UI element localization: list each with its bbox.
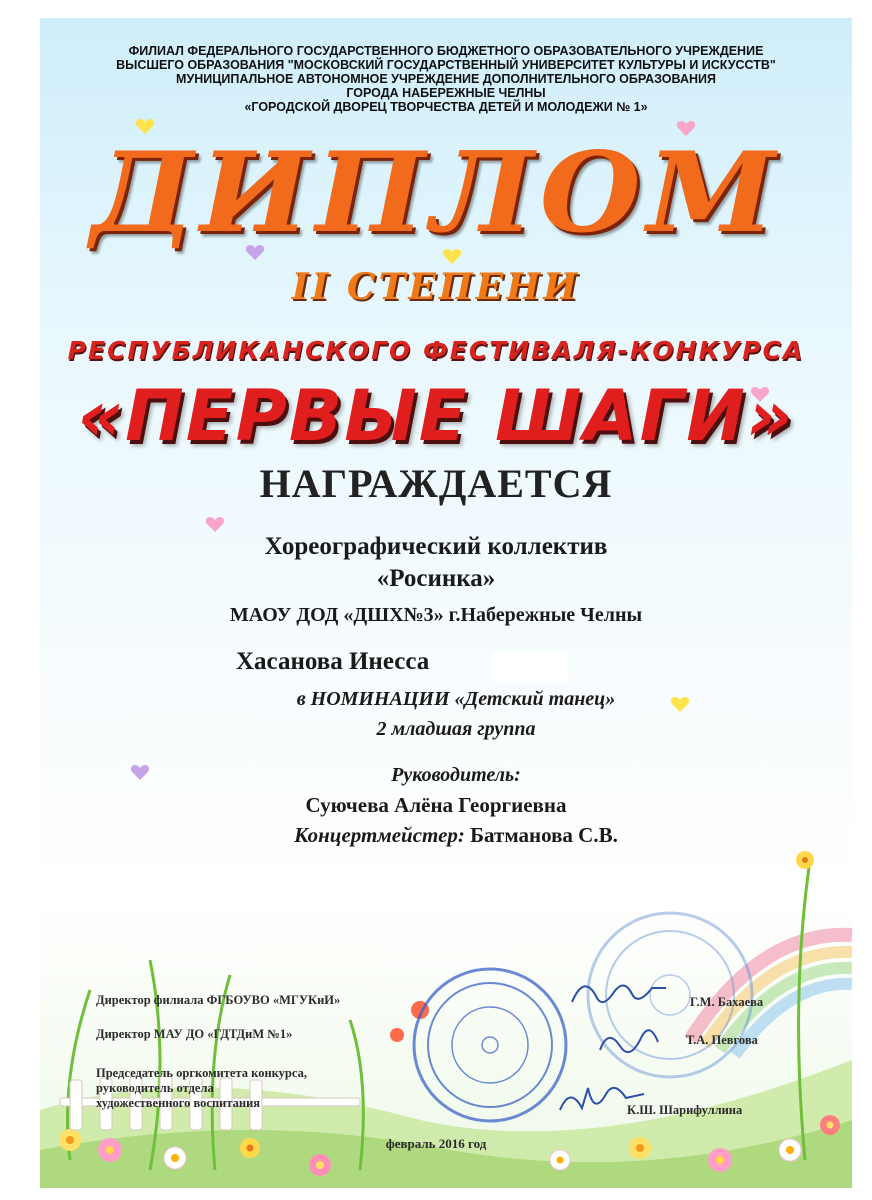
diploma-title: ДИПЛОМ [90, 128, 782, 258]
header-line: ГОРОДА НАБЕРЕЖНЫЕ ЧЕЛНЫ [346, 86, 546, 100]
official-stamp [414, 969, 566, 1121]
issue-date: февраль 2016 год [385, 1136, 487, 1151]
awarded-heading: НАГРАЖДАЕТСЯ [259, 461, 613, 506]
signatory-name-pevgova: Т.А. Певгова [686, 1033, 758, 1047]
institution-header [40, 44, 852, 114]
signatory-name-sharifullina: К.Ш. Шарифуллина [627, 1103, 743, 1117]
header-line: МУНИЦИПАЛЬНОЕ АВТОНОМНОЕ УЧРЕЖДЕНИЕ ДОПОЛНИТЕЛЬНОГО ОБРАЗОВАНИЯ [176, 72, 716, 86]
signatory-role-line: руководитель отдела [96, 1081, 214, 1095]
header-line: ВЫСШЕГО ОБРАЗОВАНИЯ "МОСКОВСКИЙ ГОСУДАРСТВЕННЫЙ УНИВЕРСИТЕТ КУЛЬТУРЫ И ИСКУССТВ" [116, 58, 776, 72]
school-name: МАОУ ДОД «ДШХ№3» г.Набережные Челны [229, 604, 643, 626]
age-group: 2 младшая группа [376, 718, 536, 740]
nomination-text: в НОМИНАЦИИ «Детский танец» [296, 688, 616, 710]
collective-type: Хореографический коллектив [264, 533, 608, 560]
accompanist-line [20, 823, 872, 848]
signatory-role-chair [96, 1066, 307, 1111]
header-line: ФИЛИАЛ ФЕДЕРАЛЬНОГО ГОСУДАРСТВЕННОГО БЮДЖЕТНОГО ОБРАЗОВАТЕЛЬНОГО УЧРЕЖДЕНИЕ [128, 44, 764, 58]
diploma-degree: II СТЕПЕНИ [291, 266, 581, 308]
signatory-role-line: Председатель оргкомитета конкурса, [96, 1066, 307, 1080]
signatory-role-director-palace: Директор МАУ ДО «ГДТДиМ №1» [96, 1027, 293, 1041]
festival-title: РЕСПУБЛИКАНСКОГО ФЕСТИВАЛЯ-КОНКУРСА [67, 336, 805, 365]
signatory-role-line: художественного воспитания [96, 1096, 261, 1110]
header-line: «ГОРОДСКОЙ ДВОРЕЦ ТВОРЧЕСТВА ДЕТЕЙ И МОЛОДЕЖИ № 1» [244, 100, 648, 114]
accompanist-name: Батманова С.В. [470, 823, 618, 847]
collective-name: «Росинка» [376, 565, 496, 592]
accompanist-label: Концертмейстер: [294, 823, 465, 847]
signatory-role-director-branch: Директор филиала ФГБОУВО «МГУКиИ» [96, 993, 341, 1007]
signatory-name-bakhaeva: Г.М. Бахаева [690, 995, 764, 1009]
leader-name: Суючева Алёна Георгиевна [305, 793, 567, 817]
handwritten-signatures [560, 985, 666, 1110]
contest-name: «ПЕРВЫЕ ШАГИ» [77, 375, 795, 457]
participant-name: Хасанова Инесса [236, 648, 430, 675]
redacted-area [492, 652, 568, 682]
leader-label: Руководитель: [391, 764, 521, 786]
